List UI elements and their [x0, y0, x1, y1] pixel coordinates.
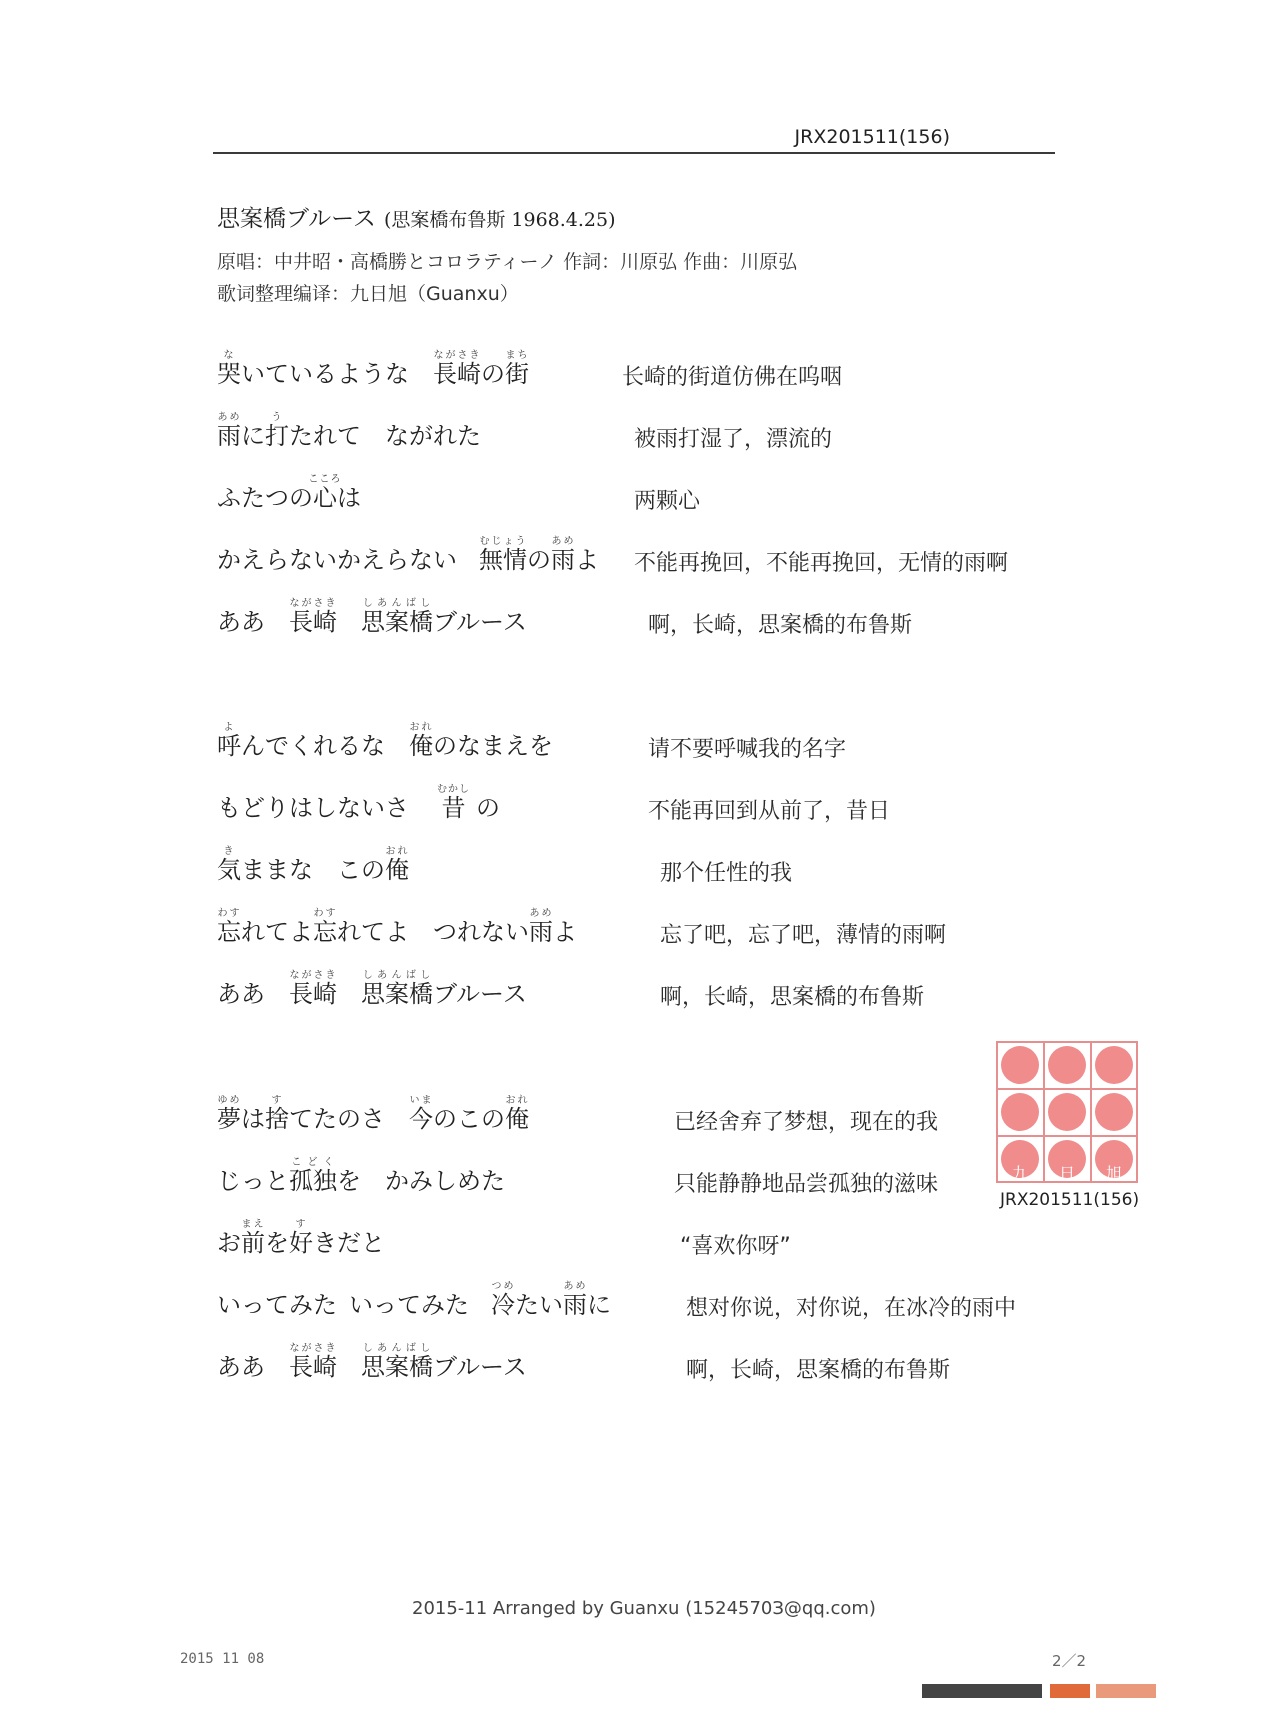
- seal-dot: [1001, 1046, 1039, 1084]
- ruby-word: 孤独こどく: [289, 1157, 337, 1195]
- seal-dot: [1048, 1046, 1086, 1084]
- lyric-cn-line: 长崎的街道仿佛在呜咽: [622, 365, 843, 390]
- seal-id-label: JRX201511(156): [1000, 1190, 1140, 1210]
- lyric-jp-line: 夢ゆめは捨すてたのさ 今いまのこの俺おれ: [217, 1095, 529, 1133]
- lyric-jp-line: 忘わすれてよ忘わすれてよ つれない雨あめよ: [217, 908, 577, 946]
- ruby-word: 雨あめ: [217, 412, 241, 450]
- ruby-word: 俺おれ: [409, 722, 433, 760]
- ruby-word: 気き: [217, 846, 241, 884]
- ruby-word: 今いま: [409, 1095, 433, 1133]
- lyric-jp-line: ああ 長崎ながさき思案橋しあんばしブルース: [217, 1343, 527, 1381]
- arranger-line: 歌词整理编译：九日旭（Guanxu）: [217, 283, 519, 305]
- lyric-cn-line: 两颗心: [634, 489, 701, 514]
- lyric-jp-line: ああ 長崎ながさき思案橋しあんばしブルース: [217, 598, 527, 636]
- lyric-cn-line: 啊，长崎，思案橋的布鲁斯: [686, 1358, 951, 1383]
- ruby-word: 俺おれ: [385, 846, 409, 884]
- song-title: [217, 200, 616, 233]
- ruby-word: 忘わす: [217, 908, 241, 946]
- ruby-word: 無情むじょう: [479, 536, 527, 574]
- page-number: 2／2: [1052, 1652, 1087, 1670]
- ruby-word: 好す: [289, 1219, 313, 1257]
- lyric-cn-line: 啊，长崎，思案橋的布鲁斯: [660, 985, 925, 1010]
- lyric-jp-line: じっと孤独こどくを かみしめた: [217, 1157, 505, 1195]
- ruby-word: 忘わす: [313, 908, 337, 946]
- lyric-jp-line: 雨あめに打うたれて ながれた: [217, 412, 481, 450]
- header-rule: [213, 152, 1055, 154]
- ruby-word: 長崎ながさき: [289, 970, 337, 1008]
- ruby-word: 長崎ながさき: [433, 350, 481, 388]
- lyric-jp-line: いってみた いってみた 冷つめたい雨あめに: [217, 1281, 611, 1319]
- seal-grid-line: [1090, 1043, 1092, 1181]
- lyric-cn-line: 不能再挽回，不能再挽回，无情的雨啊: [634, 551, 1009, 576]
- ruby-word: 冷つめ: [491, 1281, 515, 1319]
- seal-char: 日: [1059, 1164, 1076, 1183]
- lyric-cn-line: 请不要呼喊我的名字: [648, 737, 847, 762]
- credits-line: 原唱：中井昭・高橋勝とコロラティーノ 作詞：川原弘 作曲：川原弘: [217, 251, 798, 273]
- watermark-fragment: [1096, 1684, 1156, 1698]
- lyric-cn-line: 只能静静地品尝孤独的滋味: [674, 1172, 939, 1197]
- document-id: JRX201511(156): [794, 126, 950, 148]
- song-title-text: 思案橋ブルース: [217, 206, 376, 232]
- watermark-fragment: [1050, 1684, 1090, 1698]
- lyric-jp-line: もどりはしないさ 昔むかしの: [217, 784, 500, 822]
- seal-grid-line: [1043, 1043, 1045, 1181]
- seal-grid-line: [998, 1088, 1136, 1090]
- ruby-word: 雨あめ: [551, 536, 575, 574]
- lyric-cn-line: 那个任性的我: [660, 861, 793, 886]
- ruby-word: 思案橋しあんばし: [361, 598, 433, 636]
- lyric-jp-line: お前まえを好すきだと: [217, 1219, 385, 1257]
- seal-stamp: [996, 1041, 1138, 1183]
- print-date: 2015 11 08: [180, 1651, 265, 1667]
- footer-credit: 2015-11 Arranged by Guanxu (1524570З@qq.com): [412, 1598, 876, 1619]
- ruby-word: 打う: [265, 412, 289, 450]
- lyric-cn-line: “喜欢你呀”: [680, 1234, 791, 1259]
- ruby-word: 思案橋しあんばし: [361, 970, 433, 1008]
- cropped-watermark-logo: [922, 1684, 1202, 1698]
- seal-char: 旭: [1106, 1164, 1123, 1183]
- lyric-jp-line: ふたつの心こころは: [217, 474, 361, 512]
- lyric-jp-line: かえらないかえらない 無情むじょうの雨あめよ: [217, 536, 599, 574]
- ruby-word: 捨す: [265, 1095, 289, 1133]
- song-subtitle: (思案橋布鲁斯 1968.4.25): [383, 209, 616, 231]
- ruby-word: 心こころ: [308, 474, 342, 512]
- seal-dot: [1095, 1046, 1133, 1084]
- lyric-jp-line: 哭ないているような 長崎ながさきの街まち: [217, 350, 529, 388]
- ruby-word: 夢ゆめ: [217, 1095, 241, 1133]
- lyric-cn-line: 不能再回到从前了，昔日: [648, 799, 891, 824]
- lyric-cn-line: 被雨打湿了，漂流的: [634, 427, 833, 452]
- ruby-word: 思案橋しあんばし: [361, 1343, 433, 1381]
- ruby-word: 雨あめ: [563, 1281, 587, 1319]
- lyric-jp-line: 呼よんでくれるな 俺おれのなまえを: [217, 722, 553, 760]
- seal-grid-line: [998, 1135, 1136, 1137]
- ruby-word: 雨あめ: [529, 908, 553, 946]
- lyric-cn-line: 想对你说，对你说，在冰冷的雨中: [686, 1296, 1017, 1321]
- ruby-word: 昔むかし: [437, 784, 470, 822]
- ruby-word: 呼よ: [217, 722, 241, 760]
- seal-dot: [1048, 1093, 1086, 1131]
- seal-char: 九: [1012, 1164, 1029, 1183]
- lyric-cn-line: 忘了吧，忘了吧，薄情的雨啊: [660, 923, 947, 948]
- seal-dot: [1001, 1093, 1039, 1131]
- lyric-cn-line: 啊，长崎，思案橋的布鲁斯: [648, 613, 913, 638]
- lyric-cn-line: 已经舍弃了梦想，现在的我: [674, 1110, 939, 1135]
- ruby-word: 長崎ながさき: [289, 598, 337, 636]
- ruby-word: 街まち: [505, 350, 529, 388]
- ruby-word: 俺おれ: [505, 1095, 529, 1133]
- lyric-jp-line: ああ 長崎ながさき思案橋しあんばしブルース: [217, 970, 527, 1008]
- ruby-word: 長崎ながさき: [289, 1343, 337, 1381]
- ruby-word: 前まえ: [241, 1219, 265, 1257]
- seal-dot: [1095, 1093, 1133, 1131]
- watermark-fragment: [922, 1684, 1042, 1698]
- ruby-word: 哭な: [217, 350, 241, 388]
- lyric-jp-line: 気きままな この俺おれ: [217, 846, 409, 884]
